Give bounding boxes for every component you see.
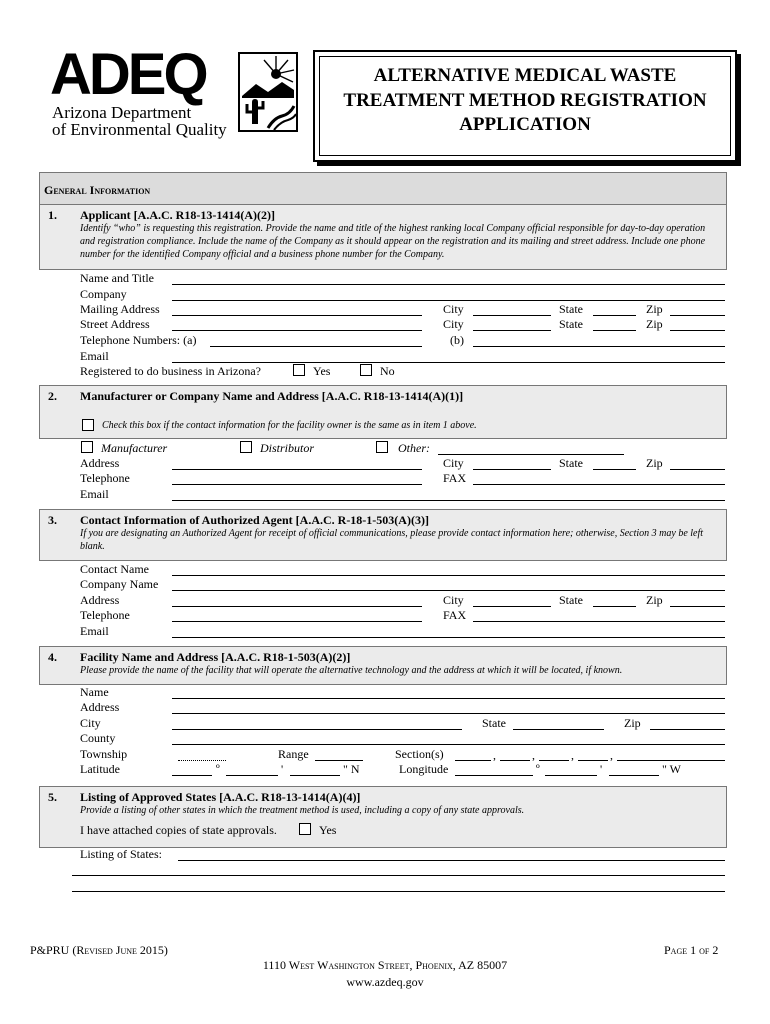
agent-fax-field[interactable] — [473, 621, 725, 622]
street-state-field[interactable] — [593, 330, 636, 331]
other-field[interactable] — [438, 454, 624, 455]
listing-of-states-field-2[interactable] — [72, 875, 725, 876]
section-5-description: Provide a listing of other states in which the treatment method is used, including a copy of any state approvals. — [80, 805, 525, 816]
form-title-line-2: TREATMENT METHOD REGISTRATION — [343, 90, 707, 111]
township-label: Township — [80, 747, 128, 761]
mailing-state-field[interactable] — [593, 315, 636, 316]
company-field[interactable] — [172, 300, 725, 301]
name-title-label: Name and Title — [80, 271, 154, 285]
agent-company-name-field[interactable] — [172, 590, 725, 591]
facility-city-label: City — [80, 716, 101, 730]
longitude-seconds-field[interactable] — [609, 775, 659, 776]
agent-email-label: Email — [80, 624, 109, 638]
section-2-description: Check this box if the contact information for the facility owner is the same as in item 1 above. — [102, 420, 477, 431]
street-zip-label: Zip — [646, 317, 663, 331]
mailing-city-label: City — [443, 302, 464, 316]
listing-of-states-field-3[interactable] — [72, 891, 725, 892]
footer-revision: P&PRU (Revised June 2015) — [30, 943, 168, 957]
facility-city-field[interactable] — [172, 729, 462, 730]
telephone-a-field[interactable] — [210, 346, 422, 347]
attached-copies-checkbox[interactable] — [299, 823, 311, 835]
other-label: Other: — [398, 441, 430, 455]
section-field-4[interactable] — [578, 760, 608, 761]
longitude-minutes-field[interactable] — [545, 775, 597, 776]
section-3-header: 3. Contact Information of Authorized Agent [A.A.C. R-18-1-503(A)(3)] If you are designating an Authorized Agent for receipt of official communications, please provide contact information here; otherwise, Section 3 may be left blank. — [39, 509, 727, 561]
agent-address-label: Address — [80, 593, 120, 607]
name-title-field[interactable] — [172, 284, 725, 285]
manufacturer-address-field[interactable] — [172, 469, 422, 470]
telephone-b-label: (b) — [450, 333, 464, 347]
manufacturer-city-field[interactable] — [473, 469, 551, 470]
section-4-description: Please provide the name of the facility that will operate the alternative technology and the address at which it will be located, if known. — [80, 665, 623, 676]
manufacturer-email-label: Email — [80, 487, 109, 501]
manufacturer-city-label: City — [443, 456, 464, 470]
general-information-heading: General Information — [39, 172, 727, 206]
footer-address: 1110 West Washington Street, Phoenix, AZ 85007 — [262, 958, 508, 972]
latitude-minutes-field[interactable] — [226, 775, 278, 776]
street-city-field[interactable] — [473, 330, 551, 331]
facility-state-field[interactable] — [513, 729, 604, 730]
mailing-zip-label: Zip — [646, 302, 663, 316]
agent-zip-field[interactable] — [670, 606, 725, 607]
section-2-header: 2. Manufacturer or Company Name and Address [A.A.C. R18-13-1414(A)(1)] Check this box if the contact information for the facility owner is the same as in item 1 above. — [39, 385, 727, 439]
mailing-state-label: State — [559, 302, 583, 316]
attached-copies-label: I have attached copies of state approvals. — [80, 823, 277, 837]
logo-wordmark: ADEQ — [50, 42, 206, 107]
agent-fax-label: FAX — [443, 608, 467, 622]
desert-cactus-logo-icon — [238, 52, 298, 134]
facility-zip-label: Zip — [624, 716, 641, 730]
facility-county-field[interactable] — [172, 744, 725, 745]
telephone-b-field[interactable] — [473, 346, 725, 347]
latitude-label: Latitude — [80, 762, 120, 776]
section-3-title: Contact Information of Authorized Agent [A.A.C. R-18-1-503(A)(3)] — [80, 513, 429, 527]
email-label: Email — [80, 349, 109, 363]
logo-line-2: of Environmental Quality — [52, 120, 227, 139]
listing-of-states-label: Listing of States: — [80, 847, 162, 861]
section-5-title: Listing of Approved States [A.A.C. R18-13-1414(A)(4)] — [80, 790, 361, 804]
sections-label: Section(s) — [395, 747, 444, 761]
mailing-address-label: Mailing Address — [80, 302, 160, 316]
street-address-field[interactable] — [172, 330, 422, 331]
manufacturer-state-field[interactable] — [593, 469, 636, 470]
facility-name-label: Name — [80, 685, 109, 699]
registered-yes-checkbox[interactable] — [293, 364, 305, 376]
manufacturer-state-label: State — [559, 456, 583, 470]
contact-name-label: Contact Name — [80, 562, 149, 576]
logo-line-1: Arizona Department — [52, 103, 192, 122]
attached-copies-yes-label: Yes — [319, 823, 337, 837]
section-field-5[interactable] — [617, 760, 725, 761]
company-label: Company — [80, 287, 127, 301]
longitude-label: Longitude — [399, 762, 449, 776]
mailing-city-field[interactable] — [473, 315, 551, 316]
manufacturer-email-field[interactable] — [172, 500, 725, 501]
form-title-line-1: ALTERNATIVE MEDICAL WASTE — [373, 65, 677, 86]
section-1-title: Applicant [A.A.C. R18-13-1414(A)(2)] — [80, 208, 275, 222]
facility-name-field[interactable] — [172, 698, 725, 699]
contact-name-field[interactable] — [172, 575, 725, 576]
facility-address-label: Address — [80, 700, 120, 714]
agent-state-field[interactable] — [593, 606, 636, 607]
telephone-a-label: Telephone Numbers: (a) — [80, 333, 197, 347]
mailing-address-field[interactable] — [172, 315, 422, 316]
section-5-header: 5. Listing of Approved States [A.A.C. R18-13-1414(A)(4)] Provide a listing of other states in which the treatment method is used, including a copy of any state approvals. I have attached copies of state approvals. Yes — [39, 786, 727, 848]
section-field-1[interactable] — [455, 760, 491, 761]
township-field[interactable] — [178, 760, 226, 761]
manufacturer-zip-field[interactable] — [670, 469, 725, 470]
manufacturer-label: Manufacturer — [101, 441, 168, 455]
section-4-header: 4. Facility Name and Address [A.A.C. R18-1-503(A)(2)] Please provide the name of the facility that will operate the alternative technology and the address at which it will be located, if known. — [39, 646, 727, 685]
registered-yes-label: Yes — [313, 364, 331, 378]
range-field[interactable] — [315, 760, 363, 761]
manufacturer-telephone-label: Telephone — [80, 471, 130, 485]
agent-company-name-label: Company Name — [80, 577, 159, 591]
footer-website[interactable]: www.azdeq.gov — [346, 975, 424, 989]
footer-page-number: Page 1 of 2 — [664, 943, 719, 957]
range-label: Range — [278, 747, 309, 761]
same-as-item-1-checkbox[interactable] — [82, 419, 94, 431]
email-field[interactable] — [172, 362, 725, 363]
facility-address-field[interactable] — [172, 713, 725, 714]
section-1-description: Identify “who” is requesting this registration. Provide the name and title of the highest ranking local Company official responsible for day-to-day operation and registration compliance. Include the name of the Company as it should appear on the registration and its mailing and street address. Include one phone number for the identified Company official and a business phone number for the Company. — [80, 223, 706, 260]
form-title-line-3: APPLICATION — [459, 114, 591, 135]
manufacturer-telephone-field[interactable] — [172, 484, 422, 485]
street-city-label: City — [443, 317, 464, 331]
facility-zip-field[interactable] — [650, 729, 725, 730]
agent-telephone-label: Telephone — [80, 608, 130, 622]
longitude-degrees-field[interactable] — [455, 775, 533, 776]
agency-logo — [50, 42, 312, 144]
agent-address-field[interactable] — [172, 606, 422, 607]
agent-city-field[interactable] — [473, 606, 551, 607]
street-zip-field[interactable] — [670, 330, 725, 331]
street-state-label: State — [559, 317, 583, 331]
registered-no-label: No — [380, 364, 395, 378]
latitude-seconds-field[interactable] — [290, 775, 340, 776]
agent-state-label: State — [559, 593, 583, 607]
section-3-description: If you are designating an Authorized Agent for receipt of official communications, please provide contact information here; otherwise, Section 3 may be left blank. — [80, 528, 704, 552]
title-box — [313, 50, 737, 162]
agent-email-field[interactable] — [172, 637, 725, 638]
agent-city-label: City — [443, 593, 464, 607]
distributor-label: Distributor — [260, 441, 315, 455]
street-address-label: Street Address — [80, 317, 150, 331]
manufacturer-fax-label: FAX — [443, 471, 467, 485]
registered-question: Registered to do business in Arizona? — [80, 364, 261, 378]
section-4-title: Facility Name and Address [A.A.C. R18-1-503(A)(2)] — [80, 650, 351, 664]
section-field-2[interactable] — [500, 760, 530, 761]
section-2-title: Manufacturer or Company Name and Address [A.A.C. R18-13-1414(A)(1)] — [80, 389, 464, 403]
mailing-zip-field[interactable] — [670, 315, 725, 316]
listing-of-states-field[interactable] — [178, 860, 725, 861]
manufacturer-zip-label: Zip — [646, 456, 663, 470]
registered-no-checkbox[interactable] — [360, 364, 372, 376]
manufacturer-fax-field[interactable] — [473, 484, 725, 485]
latitude-degrees-field[interactable] — [172, 775, 212, 776]
section-field-3[interactable] — [539, 760, 569, 761]
manufacturer-address-label: Address — [80, 456, 120, 470]
distributor-checkbox[interactable] — [240, 441, 252, 453]
agent-telephone-field[interactable] — [172, 621, 422, 622]
section-1-header: 1. Applicant [A.A.C. R18-13-1414(A)(2)] Identify “who” is requesting this registration. Provide the name and title of the highest ranking local Company official responsible for day-to-day operation and registration compliance. Include the name of the Company as it should appear on the registration and its mailing and street address. Include one phone number for the identified Company official and a business phone number for the Company. — [39, 204, 727, 270]
facility-county-label: County — [80, 731, 116, 745]
other-checkbox[interactable] — [376, 441, 388, 453]
agent-zip-label: Zip — [646, 593, 663, 607]
facility-state-label: State — [482, 716, 506, 730]
manufacturer-checkbox[interactable] — [81, 441, 93, 453]
